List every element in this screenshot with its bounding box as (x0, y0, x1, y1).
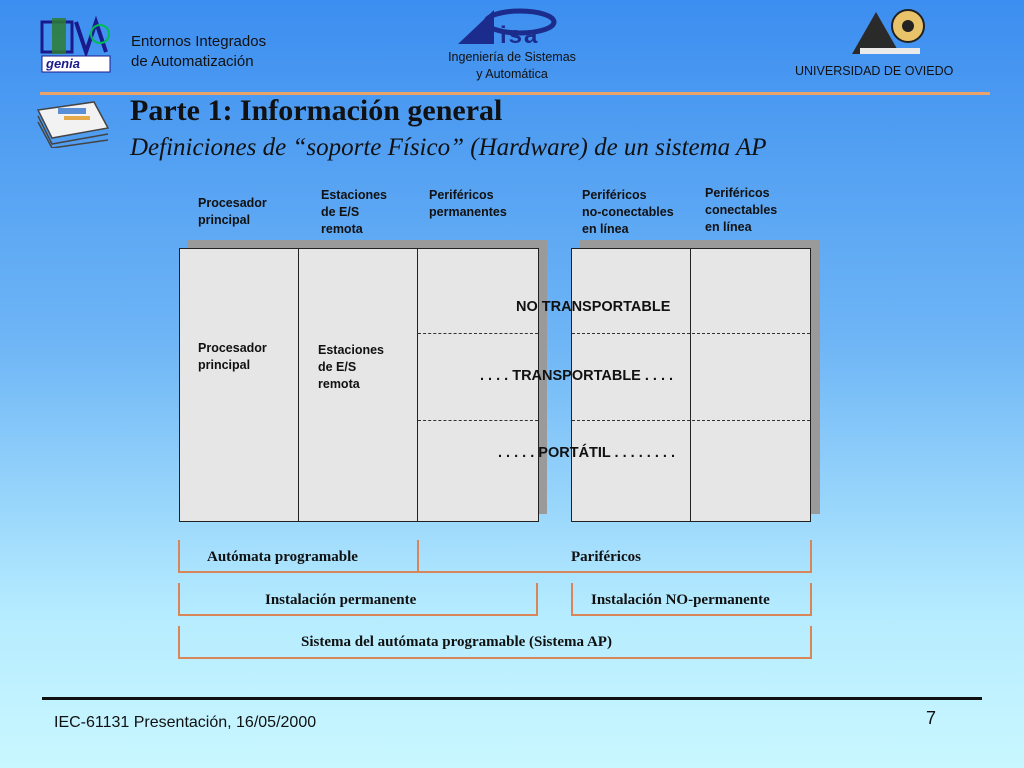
bracket-automata-divider (417, 540, 419, 573)
bracket-label-sistema-ap: Sistema del autómata programable (Sistema AP) (301, 634, 612, 650)
column-label-perifericos-permanentes: Periféricos permanentes (429, 188, 507, 219)
inner-label-estaciones: Estaciones de E/S remota (318, 343, 385, 391)
document-stack-icon (34, 98, 112, 148)
page-number: 7 (926, 708, 937, 728)
column-label-perifericos-no-conectables: Periféricos no-conectables en línea (582, 188, 674, 236)
bracket-label-perifericos: Pariféricos (571, 549, 641, 565)
header-center-line1: Ingeniería de Sistemas (448, 50, 576, 64)
isa-logo-text: isa (500, 22, 540, 49)
divider-1 (298, 248, 299, 522)
dashed-line-lower-right (572, 420, 810, 421)
footer-text: IEC-61131 Presentación, 16/05/2000 (54, 714, 317, 731)
genia-logo (40, 16, 112, 74)
row-label-transportable: . . . . TRANSPORTABLE . . . . (480, 368, 674, 384)
bracket-label-automata: Autómata programable (207, 549, 358, 565)
dashed-line-upper-right (572, 333, 810, 334)
page-subtitle: Definiciones de “soporte Físico” (Hardware) de un sistema AP (130, 134, 767, 161)
divider-2 (417, 248, 418, 522)
header-left-line1: Entornos Integrados (131, 33, 267, 50)
dashed-line-lower-left (418, 420, 538, 421)
column-label-perifericos-conectables: Periféricos conectables en línea (705, 186, 778, 234)
page-title: Parte 1: Información general (130, 94, 503, 127)
bracket-label-instalacion-permanente: Instalación permanente (265, 592, 417, 608)
bracket-label-instalacion-no-permanente: Instalación NO-permanente (591, 592, 770, 608)
header-center-text (440, 49, 584, 83)
header-left-line2: de Automatización (131, 53, 254, 70)
column-label-estaciones: Estaciones de E/S remota (321, 188, 388, 236)
header-center-line2: y Automática (476, 67, 548, 81)
row-label-no-transportable: NO TRANSPORTABLE (516, 299, 671, 315)
footer-divider (42, 697, 982, 700)
inner-label-procesador: Procesador principal (198, 341, 267, 372)
divider-3 (690, 248, 691, 522)
dashed-line-upper-left (418, 333, 538, 334)
right-hardware-box (571, 248, 811, 522)
university-crest-icon (846, 4, 930, 56)
header-left-text (131, 32, 266, 72)
university-name: UNIVERSIDAD DE OVIEDO (795, 64, 954, 78)
genia-logo-text: genia (46, 56, 80, 71)
column-label-procesador: Procesador principal (198, 196, 267, 227)
row-label-portatil: . . . . . PORTÁTIL . . . . . . . . (498, 445, 675, 461)
isa-logo (454, 6, 566, 48)
